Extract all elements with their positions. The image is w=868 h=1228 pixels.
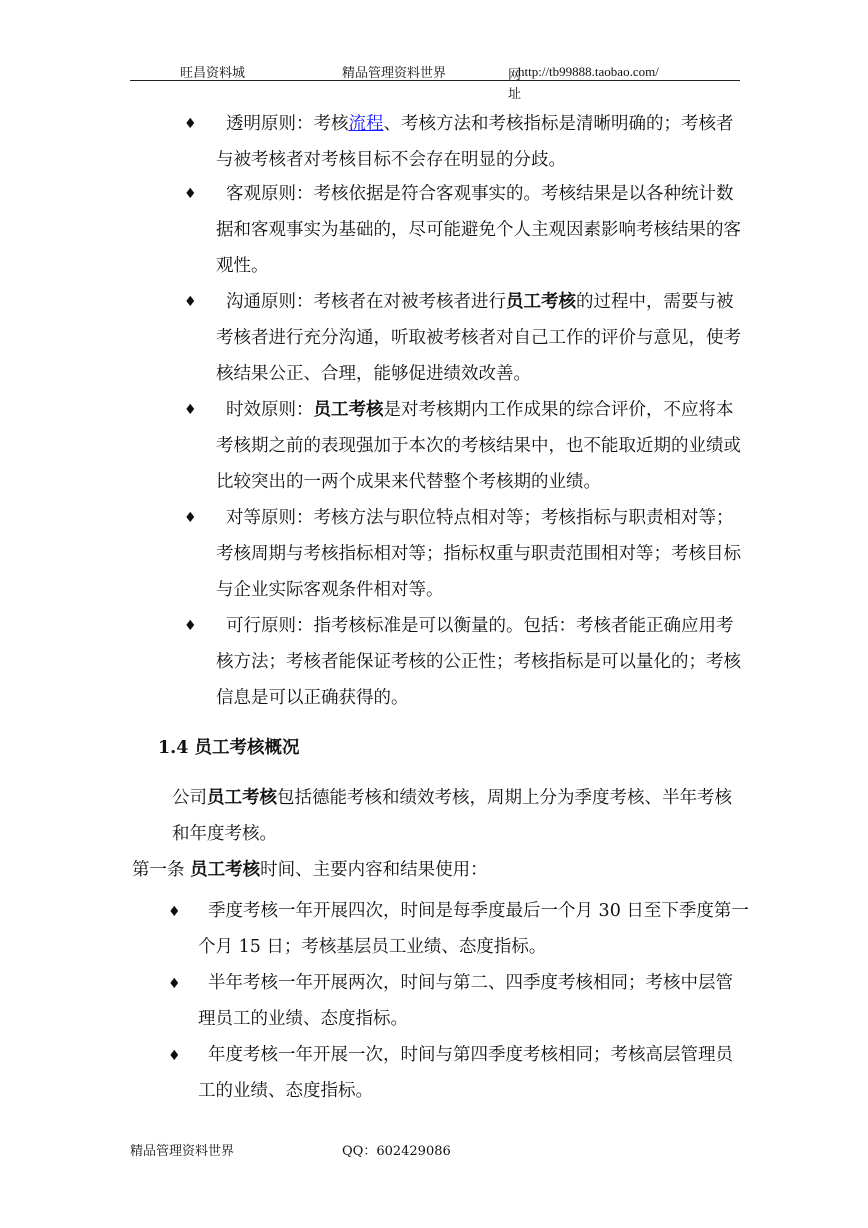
- paragraph-line: 据和客观事实为基础的，尽可能避免个人主观因素影响考核结果的客: [216, 220, 741, 240]
- bullet-icon: ♦: [184, 294, 197, 310]
- paragraph-line: 考核期之前的表现强加于本次的考核结果中，也不能取近期的业绩或: [216, 436, 741, 456]
- article-heading: [132, 852, 488, 888]
- paragraph-line: 和年度考核。: [172, 824, 277, 844]
- paragraph-line: 可行原则：指考核标准是可以衡量的。包括：考核者能正确应用考: [226, 616, 734, 636]
- paragraph-line: 沟通原则：考核者在对被考核者进行员工考核的过程中，需要与被: [226, 292, 734, 312]
- paragraph-line: 第一条 员工考核时间、主要内容和结果使用：: [132, 860, 488, 880]
- schedule-annual: [198, 1037, 733, 1109]
- principle-timeliness: [216, 392, 741, 500]
- bullet-icon: ♦: [184, 116, 197, 132]
- paragraph-line: 公司员工考核包括德能考核和绩效考核，周期上分为季度考核、半年考核: [172, 788, 732, 808]
- paragraph-line: 核结果公正、合理，能够促进绩效改善。: [216, 364, 531, 384]
- schedule-semiannual: [198, 965, 733, 1037]
- section-title: 1.4 员工考核概况: [158, 738, 300, 758]
- process-link[interactable]: 流程: [348, 114, 384, 134]
- schedule-quarterly: [198, 893, 749, 965]
- header-url[interactable]: http://tb99888.taobao.com/: [518, 64, 659, 79]
- paragraph-line: 时效原则：员工考核是对考核期内工作成果的综合评价，不应将本: [226, 400, 734, 420]
- paragraph-line: 透明原则：考核流程、考核方法和考核指标是清晰明确的；考核者: [226, 114, 734, 134]
- paragraph-line: 比较突出的一两个成果来代替整个考核期的业绩。: [216, 472, 601, 492]
- principle-objectivity: [216, 176, 741, 284]
- paragraph-line: 核方法；考核者能保证考核的公正性；考核指标是可以量化的；考核: [216, 652, 741, 672]
- paragraph-line: 观性。: [216, 256, 269, 276]
- paragraph-line: 与企业实际客观条件相对等。: [216, 580, 444, 600]
- paragraph-line: 信息是可以正确获得的。: [216, 688, 409, 708]
- bullet-icon: ♦: [184, 618, 197, 634]
- header-left: 旺昌资料城: [180, 66, 246, 81]
- paragraph-line: 考核者进行充分沟通，听取被考核者对自己工作的评价与意见，使考: [216, 328, 741, 348]
- bullet-icon: ♦: [168, 904, 181, 920]
- page-footer: [130, 1140, 730, 1159]
- paragraph-line: 考核周期与考核指标相对等；指标权重与职责范围相对等；考核目标: [216, 544, 741, 564]
- bullet-icon: ♦: [184, 510, 197, 526]
- footer-qq: QQ：602429086: [342, 1144, 451, 1159]
- bullet-icon: ♦: [168, 1048, 181, 1064]
- paragraph-line: 季度考核一年开展四次，时间是每季度最后一个月 30 日至下季度第一: [208, 901, 749, 921]
- paragraph-line: 年度考核一年开展一次，时间与第四季度考核相同；考核高层管理员: [208, 1045, 733, 1065]
- footer-left: 精品管理资料世界: [130, 1144, 235, 1159]
- principle-communication: [216, 284, 741, 392]
- paragraph-line: 与被考核者对考核目标不会存在明显的分歧。: [216, 150, 566, 170]
- paragraph-line: 理员工的业绩、态度指标。: [198, 1009, 408, 1029]
- paragraph-line: 半年考核一年开展两次，时间与第二、四季度考核相同；考核中层管: [208, 973, 733, 993]
- section-intro: [172, 780, 732, 852]
- bullet-icon: ♦: [168, 976, 181, 992]
- page-header: [130, 60, 740, 102]
- paragraph-line: 工的业绩、态度指标。: [198, 1081, 373, 1101]
- header-middle: 精品管理资料世界: [342, 66, 447, 81]
- principle-feasibility: [216, 608, 741, 716]
- paragraph-line: 客观原则：考核依据是符合客观事实的。考核结果是以各种统计数: [226, 184, 734, 204]
- principle-transparency: [216, 106, 734, 178]
- paragraph-line: 对等原则：考核方法与职位特点相对等；考核指标与职责相对等；: [226, 508, 734, 528]
- principle-equivalence: [216, 500, 741, 608]
- bullet-icon: ♦: [184, 186, 197, 202]
- paragraph-line: 个月 15 日；考核基层员工业绩、态度指标。: [198, 937, 547, 957]
- header-url-label: 网址: [508, 68, 522, 102]
- bullet-icon: ♦: [184, 402, 197, 418]
